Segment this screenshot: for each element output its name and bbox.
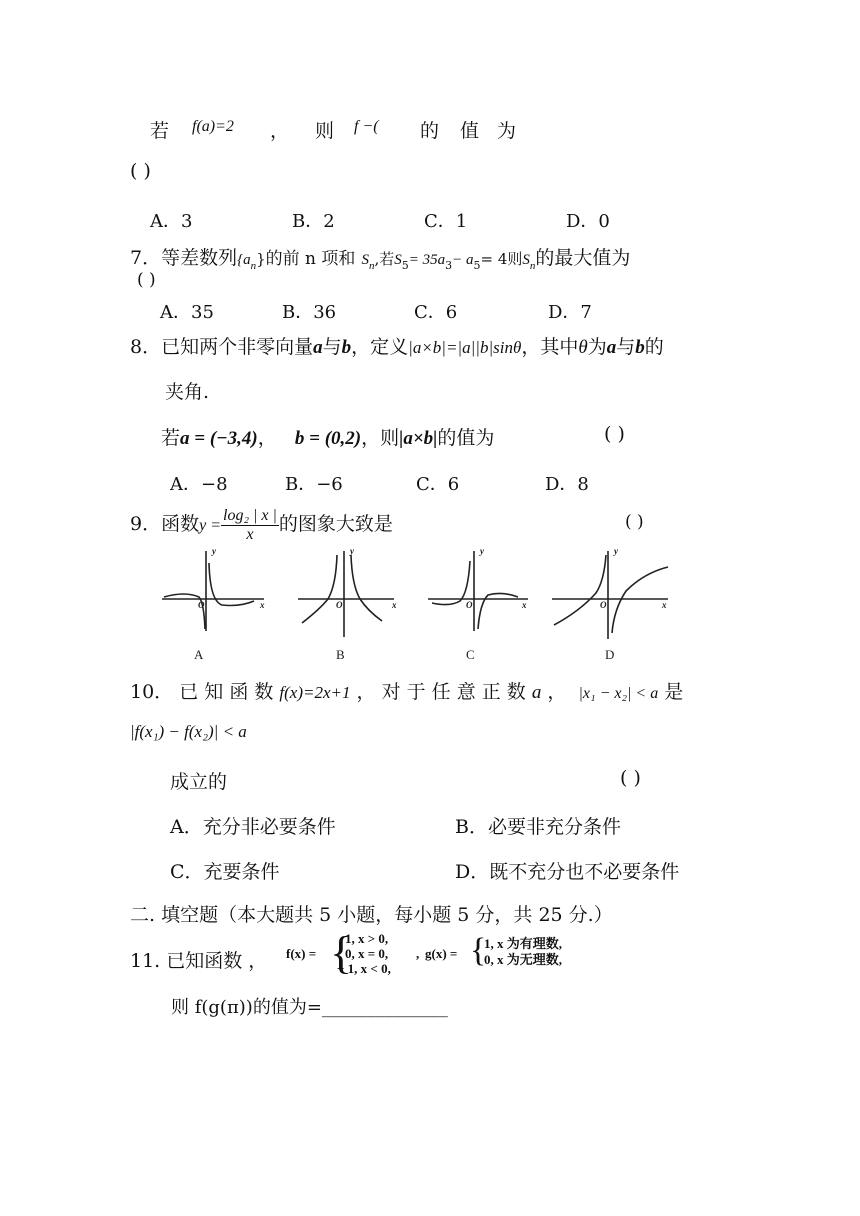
q6-option-c: C．1: [424, 211, 468, 232]
q10-continuation: 成立的: [170, 771, 228, 793]
q7-S5-sub: 5: [401, 258, 409, 272]
q7-a5-sub: 5: [473, 258, 481, 272]
q7-Sn-sub: n: [529, 259, 536, 272]
q7-option-b: B．36: [282, 302, 337, 323]
q6-option-d: D．0: [566, 211, 610, 232]
q9-graph-b: [298, 551, 394, 637]
q9-graph-b-x-label: x: [392, 600, 397, 610]
q9-graph-d-origin: O: [600, 600, 607, 610]
q11-g-case-2: 0, x 为无理数,: [484, 952, 563, 967]
q9-label-c: C: [466, 647, 475, 662]
q8-text-4: 的: [644, 336, 664, 358]
q9-label-a: A: [194, 647, 204, 662]
q6-comma: ，: [270, 120, 290, 142]
q7-seq-end: }: [256, 250, 266, 268]
q8-theta: θ: [578, 337, 588, 358]
q11-question-text: 则 f(g(π))的值为=: [171, 997, 322, 1018]
q8-text-5: ，则: [361, 427, 400, 449]
q11-g-case-1: 1, x 为有理数,: [484, 936, 563, 951]
q6-expression: f −(: [354, 118, 379, 135]
q6-zhi: 值: [460, 120, 480, 142]
q6-de: 的: [420, 120, 440, 142]
q9-graph-b-right-branch: [351, 555, 382, 621]
q11-g-brace: {: [470, 932, 487, 969]
q9-graph-c-left-branch: [432, 561, 470, 605]
q7-seq-sub: n: [250, 259, 257, 272]
q10-line1: [130, 677, 683, 704]
q7-text-2: 的前 n 项和: [265, 249, 356, 269]
q10-a: a: [531, 682, 542, 703]
q7-option-a: A．35: [160, 302, 214, 323]
q9-label-d: D: [605, 647, 615, 662]
q9-denominator: x: [246, 525, 254, 543]
q9-graph-d-right-branch: [612, 567, 668, 633]
q11-f-case-3: − 1, x < 0,: [337, 961, 391, 976]
q9-graph-c-origin: O: [466, 600, 473, 610]
q6-ze: 则: [315, 120, 335, 142]
q10-condition: |x₁ − x₂| < a: [578, 685, 659, 702]
q7-a3-sub: 3: [445, 258, 453, 272]
q9-graph-c-x-label: x: [522, 600, 527, 610]
q11-f-case-2: 0, x = 0,: [345, 946, 389, 961]
q8-comma: ，: [257, 427, 277, 449]
q8-axb: |a×b|: [399, 428, 438, 449]
q6-option-b: B．2: [292, 211, 335, 232]
q11-line1: [130, 946, 267, 973]
q8-text-6: 的值为: [437, 427, 495, 449]
q9-line1: [130, 500, 393, 550]
q7-minus: − a: [452, 252, 474, 268]
q10-shi: 是: [664, 681, 684, 703]
q8-definition: |a×b|=|a||b|sinθ: [408, 338, 522, 357]
q10-option-d: D．既不充分也不必要条件: [455, 861, 680, 883]
q7-S: S: [361, 252, 369, 268]
q7-eq2: = 4则: [480, 250, 523, 268]
q9-number: 9．: [130, 513, 162, 535]
q11-f-brace: {: [330, 927, 353, 978]
q8-line3: [161, 423, 494, 450]
q8-text-1: 已知两个非零向量: [161, 336, 314, 358]
q9-y: y =: [199, 517, 222, 534]
q9-graph-a: [162, 551, 264, 631]
q10-text-3: ，: [547, 681, 567, 703]
q11-comma: ,: [416, 946, 420, 961]
q9-text-2: 的图象大致是: [278, 513, 393, 535]
q7-Sn: S: [522, 252, 530, 268]
q7-eq: = 35a: [408, 252, 446, 268]
q9-graph-a-x-label: x: [260, 600, 265, 610]
q11-line2: [171, 993, 448, 1019]
q7-S5: S: [394, 252, 402, 268]
q10-text-2: ， 对 于 任 意 正 数: [356, 681, 526, 703]
q7-number: 7．: [130, 247, 162, 269]
q8-vector-a-2: a: [606, 337, 617, 358]
q7-answer-paren: ( ): [137, 270, 156, 290]
q7-option-d: D．7: [548, 302, 592, 323]
q8-vector-b: b: [341, 337, 352, 358]
q7-text-1: 等差数列: [161, 247, 238, 269]
q8-vector-a: a: [313, 337, 323, 358]
q6-option-a: A．3: [150, 211, 193, 232]
q8-continuation: 夹角.: [165, 381, 210, 403]
q10-answer-paren: ( ): [620, 767, 641, 789]
q10-option-a: A．充分非必要条件: [170, 816, 336, 838]
q8-b-value: b = (0,2): [294, 428, 362, 449]
q9-answer-paren: ( ): [625, 512, 644, 532]
q8-text-3: ，其中: [521, 336, 579, 358]
q8-option-c: C．6: [416, 474, 460, 495]
q9-graph-b-left-branch: [302, 555, 337, 623]
q11-f-label: f(x) =: [286, 946, 317, 961]
q9-graph-c: [428, 551, 528, 631]
q10-number: 10．: [130, 681, 174, 703]
q11-f-case-1: 1, x > 0,: [345, 931, 389, 946]
q9-graph-d-left-branch: [554, 555, 606, 625]
q10-option-b: B．必要非充分条件: [455, 816, 621, 838]
q7-seq: {a: [237, 252, 251, 268]
q6-answer-paren: ( ): [130, 160, 151, 182]
q8-yu-2: 与: [616, 336, 636, 358]
q10-line2: |f(x₁) − f(x₂)| < a: [130, 722, 247, 741]
q7-S-sub: n: [368, 259, 375, 272]
q8-text-2: ，定义: [351, 336, 409, 358]
q8-number: 8．: [130, 336, 162, 358]
q10-function: f(x)=2x+1: [279, 683, 351, 702]
q6-ruo: 若: [150, 120, 170, 142]
section-fill-in-heading: 二. 填空题（本大题共 5 小题，每小题 5 分，共 25 分.）: [130, 904, 613, 926]
q10-text-1: 已 知 函 数: [179, 681, 274, 703]
q8-wei: 为: [587, 336, 607, 358]
q9-text-1: 函数: [161, 513, 200, 535]
q7-text-3: ,若: [374, 250, 395, 268]
q7-text-4: 的最大值为: [535, 247, 631, 269]
q9-graph-a-origin: O: [198, 600, 205, 610]
q9-label-b: B: [336, 647, 345, 662]
q8-yu: 与: [322, 336, 342, 358]
q10-option-c: C．充要条件: [170, 861, 280, 883]
q8-option-b: B．−6: [285, 474, 343, 495]
q11-g-label: g(x) =: [425, 946, 458, 961]
q8-ruo: 若: [161, 427, 181, 449]
q8-vector-b-2: b: [635, 337, 645, 358]
q9-graph-d-x-label: x: [662, 600, 667, 610]
q9-graph-d-y-label: y: [614, 546, 618, 556]
q11-number: 11.: [130, 950, 161, 972]
q11-answer-blank: ______________: [321, 997, 448, 1018]
q8-line1: [130, 332, 664, 359]
q9-graph-d: [552, 551, 668, 639]
q9-fraction: [221, 507, 279, 543]
q9-graph-b-origin: O: [336, 600, 343, 610]
q9-graph-a-y-label: y: [212, 546, 216, 556]
q6-wei: 为: [497, 120, 517, 142]
q9-graph-b-y-label: y: [350, 546, 354, 556]
q8-option-d: D．8: [545, 474, 589, 495]
q7-line1: [130, 243, 630, 272]
q8-option-a: A．−8: [170, 474, 228, 495]
q8-a-value: a = (−3,4): [180, 428, 258, 449]
q11-text-1: 已知函数 ，: [166, 950, 268, 972]
q9-numerator: log₂ | x |: [223, 506, 277, 524]
q8-answer-paren: ( ): [604, 423, 625, 445]
q6-condition: f(a)=2: [192, 118, 234, 135]
q7-option-c: C．6: [414, 302, 458, 323]
q9-graph-options: [150, 545, 680, 665]
q9-graph-c-y-label: y: [480, 546, 484, 556]
